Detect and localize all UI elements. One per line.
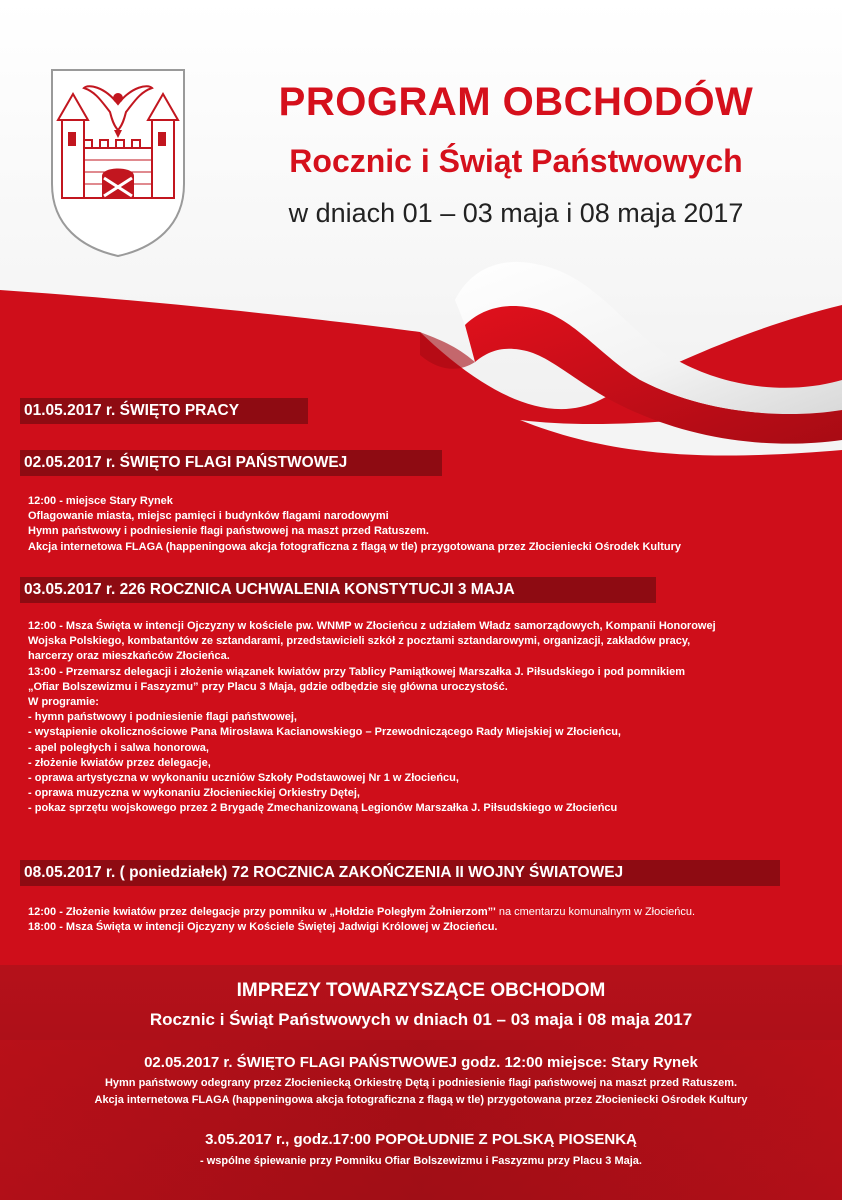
program-line-bold: 12:00 - Złożenie kwiatów przez delegacje przy pomniku w „Hołdzie Poległym Żołnierzom”' bbox=[28, 906, 496, 918]
event-heading: 3.05.2017 r., godz.17:00 POPOŁUDNIE Z POLSKĄ PIOSENKĄ bbox=[205, 1131, 637, 1148]
program-line: Akcja internetowa FLAGA (happeningowa akcja fotograficzna z flagą w tle) przygotowana przez Złocieniecki Ośrodek Kultury bbox=[28, 540, 681, 553]
page-subtitle: Rocznic i Świąt Państwowych bbox=[289, 143, 743, 179]
program-line: 13:00 - Przemarsz delegacji i złożenie wiązanek kwiatów przy Tablicy Pamiątkowej Marszałka J. Piłsudskiego i pod pomnikiem bbox=[28, 665, 685, 678]
program-line: harcerzy oraz mieszkańców Złocieńca. bbox=[28, 650, 230, 663]
section-heading-01-05: 01.05.2017 r. ŚWIĘTO PRACY bbox=[20, 398, 308, 424]
event-line: - wspólne śpiewanie przy Pomniku Ofiar Bolszewizmu i Faszyzmu przy Placu 3 Maja. bbox=[200, 1155, 642, 1167]
program-line bbox=[28, 920, 828, 935]
town-coat-of-arms-icon bbox=[44, 66, 192, 258]
program-line: - wystąpienie okolicznościowe Pana Mirosława Kacianowskiego – Przewodniczącego Rady Miejskiej w Złocieńcu, bbox=[28, 726, 621, 739]
program-line: - hymn państwowy i podniesienie flagi państwowej, bbox=[28, 711, 297, 724]
section-heading-03-05: 03.05.2017 r. 226 ROCZNICA UCHWALENIA KONSTYTUCJI 3 MAJA bbox=[20, 577, 656, 603]
page-title: PROGRAM OBCHODÓW bbox=[278, 80, 754, 124]
section-heading-08-05: 08.05.2017 r. ( poniedziałek) 72 ROCZNICA ZAKOŃCZENIA II WOJNY ŚWIATOWEJ bbox=[20, 860, 780, 886]
events-subtitle: Rocznic i Świąt Państwowych w dniach 01 – 03 maja i 08 maja 2017 bbox=[149, 1010, 693, 1029]
event-line: Akcja internetowa FLAGA (happeningowa akcja fotograficzna z flagą w tle) przygotowana przez Złocieniecki Ośrodek Kultury bbox=[94, 1094, 748, 1106]
program-line-normal: na cmentarzu komunalnym w Złocieńcu. bbox=[495, 906, 696, 918]
program-line: Oflagowanie miasta, miejsc pamięci i budynków flagami narodowymi bbox=[28, 510, 389, 523]
program-line: - pokaz sprzętu wojskowego przez 2 Brygadę Zmechanizowaną Legionów Marszałka J. Piłsudskiego w Złocieńcu bbox=[28, 802, 618, 815]
section-body-02-05 bbox=[28, 494, 828, 555]
section-heading-02-05: 02.05.2017 r. ŚWIĘTO FLAGI PAŃSTWOWEJ bbox=[20, 450, 442, 476]
event-heading: 02.05.2017 r. ŚWIĘTO FLAGI PAŃSTWOWEJ godz. 12:00 miejsce: Stary Rynek bbox=[144, 1054, 698, 1071]
section-body-08-05 bbox=[28, 905, 828, 935]
page-dates: w dniach 01 – 03 maja i 08 maja 2017 bbox=[288, 198, 744, 228]
program-line: - oprawa artystyczna w wykonaniu uczniów Szkoły Podstawowej Nr 1 w Złocieńcu, bbox=[28, 772, 459, 785]
program-line: 12:00 - miejsce Stary Rynek bbox=[28, 495, 173, 507]
program-line bbox=[28, 905, 828, 920]
program-line-bold: 18:00 - Msza Święta w intencji Ojczyzny w Kościele Świętej Jadwigi Królowej w Złocieńcu. bbox=[28, 921, 498, 934]
program-line: W programie: bbox=[28, 696, 99, 709]
program-line: - apel poległych i salwa honorowa, bbox=[28, 741, 209, 754]
program-line: 12:00 - Msza Święta w intencji Ojczyzny w kościele pw. WNMP w Złocieńcu z udziałem Władz samorządowych, Kompanii Honorowej bbox=[28, 620, 716, 632]
program-line: - oprawa muzyczna w wykonaniu Złocienieckiej Orkiestry Dętej, bbox=[28, 787, 360, 800]
event-line: Hymn państwowy odegrany przez Złocieniecką Orkiestrę Dętą i podniesienie flagi państwowej na maszt przed Ratuszem. bbox=[104, 1077, 738, 1089]
program-line: Wojska Polskiego, kombatantów ze sztandarami, przedstawicieli szkół z pocztami sztandarowymi, organizacji, zakładów pracy, bbox=[28, 635, 691, 648]
program-line: - złożenie kwiatów przez delegacje, bbox=[28, 756, 211, 769]
events-title: IMPREZY TOWARZYSZĄCE OBCHODOM bbox=[236, 980, 606, 1001]
section-body-03-05 bbox=[28, 619, 828, 817]
program-line: Hymn państwowy i podniesienie flagi państwowej na maszt przed Ratuszem. bbox=[28, 525, 429, 538]
program-line: „Ofiar Bolszewizmu i Faszyzmu” przy Placu 3 Maja, gdzie odbędzie się główna uroczystość. bbox=[28, 680, 508, 693]
